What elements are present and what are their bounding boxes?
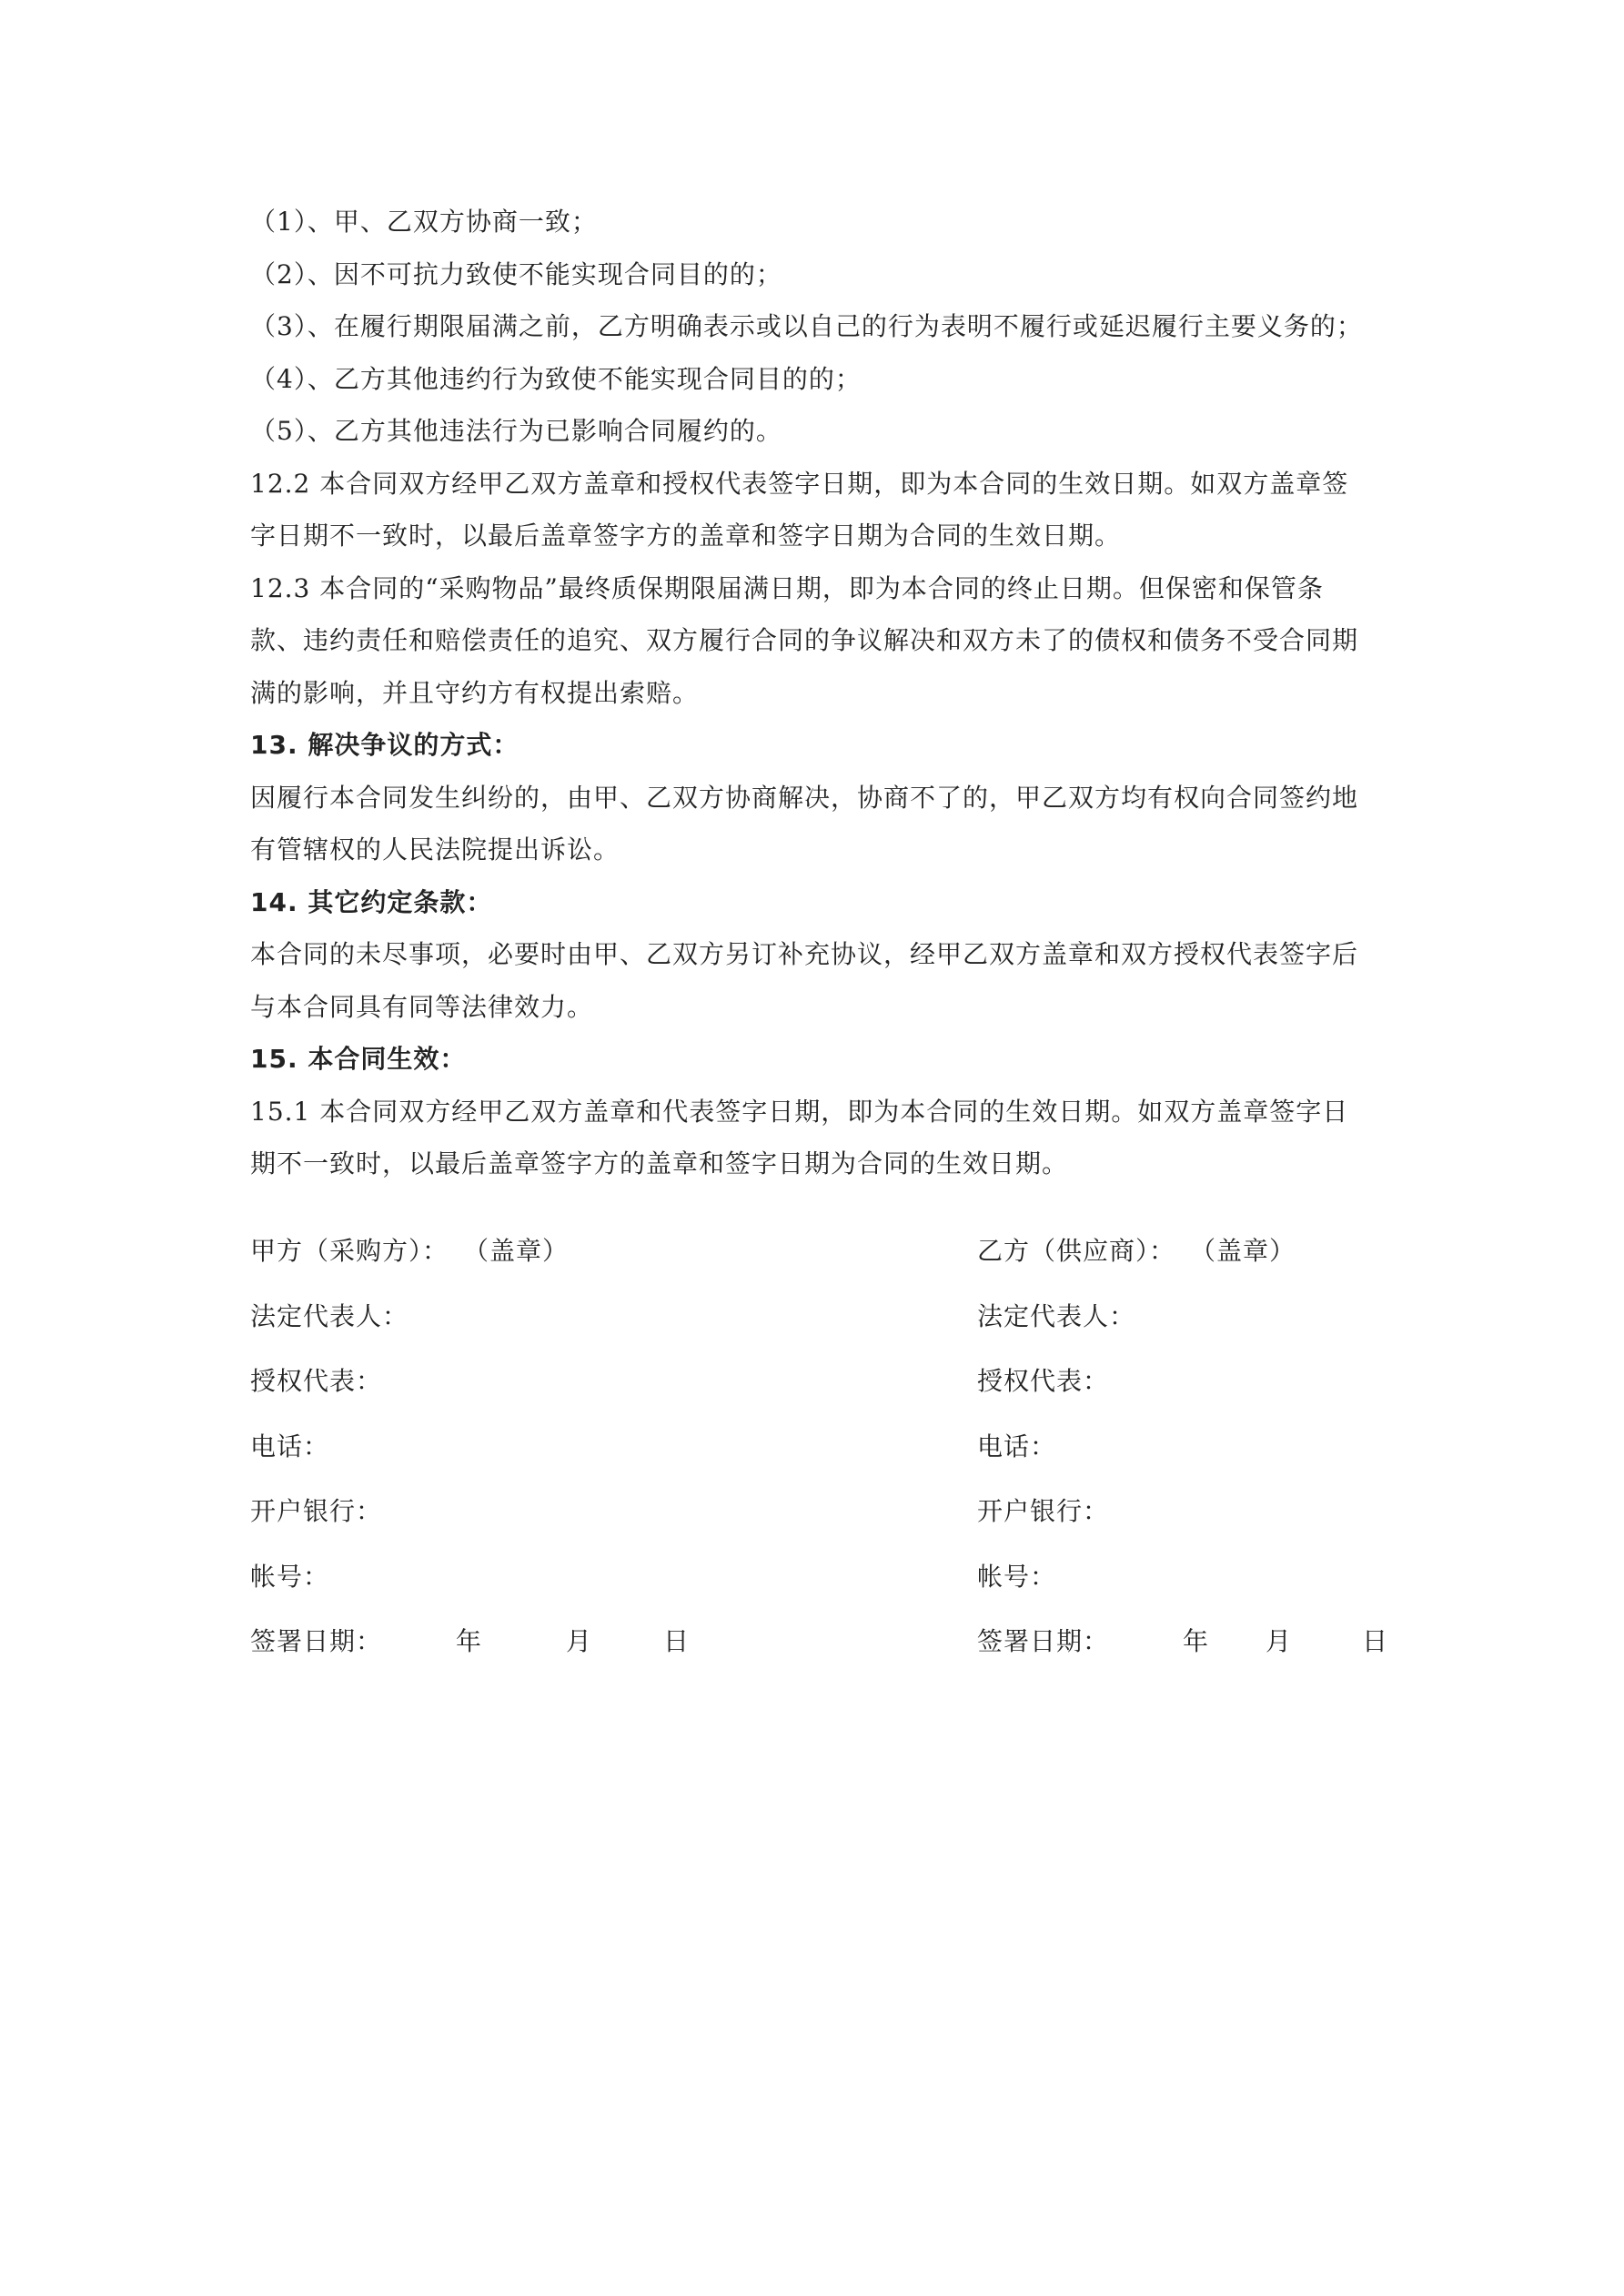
termination-item-2: （2）、因不可抗力致使不能实现合同目的的； [250,258,782,289]
section-13-line-2: 有管辖权的人民法院提出诉讼。 [250,834,620,865]
section-15-heading: 15. 本合同生效： [250,1044,467,1074]
clause-12-2-line-1: 12.2 本合同双方经甲乙双方盖章和授权代表签字日期，即为本合同的生效日期。如双方盖章签 [250,468,1349,499]
party-b-bank: 开户银行： [977,1496,1110,1526]
party-a-phone: 电话： [250,1431,330,1462]
clause-12-3-line-2: 款、违约责任和赔偿责任的追究、双方履行合同的争议解决和双方未了的债权和债务不受合同期 [250,625,1359,655]
signature-row-auth-rep [250,1349,1397,1414]
party-b-day: 日 [1362,1626,1389,1656]
section-15-line-2: 期不一致时，以最后盖章签字方的盖章和签字日期为合同的生效日期。 [250,1148,1069,1178]
signature-row-party [250,1219,1397,1284]
signature-row-account [250,1544,1397,1610]
section-14-heading: 14. 其它约定条款： [250,886,493,917]
signature-row-legal-rep [250,1284,1397,1350]
party-a-account: 帐号： [250,1561,330,1592]
party-a-sign-date: 签署日期： [250,1626,383,1656]
signature-block [250,1219,1397,1674]
party-a-legal-rep: 法定代表人： [250,1300,409,1331]
party-b-cell [977,1219,1296,1284]
party-b-year: 年 [1183,1626,1210,1656]
party-a-seal: （盖章） [476,1236,570,1266]
termination-item-4: （4）、乙方其他违约行为致使不能实现合同目的的； [250,363,862,394]
party-b-month: 月 [1266,1626,1293,1656]
party-b-sign-date: 签署日期： [977,1626,1110,1656]
section-13-heading: 13. 解决争议的方式： [250,730,519,760]
clause-12-3-line-3: 满的影响，并且守约方有权提出索赔。 [250,677,700,708]
party-b-auth-rep: 授权代表： [977,1366,1110,1396]
party-b-legal-rep: 法定代表人： [977,1300,1136,1331]
signature-row-bank [250,1479,1397,1544]
party-b-seal: （盖章） [1203,1236,1296,1266]
termination-item-5: （5）、乙方其他违法行为已影响合同履约的。 [250,416,782,446]
section-14-line-2: 与本合同具有同等法律效力。 [250,991,594,1022]
contract-body [250,196,1397,1190]
party-a-auth-rep: 授权代表： [250,1366,383,1396]
section-13-line-1: 因履行本合同发生纠纷的，由甲、乙双方协商解决，协商不了的，甲乙双方均有权向合同签约地 [250,782,1359,813]
party-b-account: 帐号： [977,1561,1057,1592]
party-a-year: 年 [456,1626,483,1656]
party-a-day: 日 [663,1626,691,1656]
signature-row-phone [250,1414,1397,1480]
termination-item-1: （1）、甲、乙双方协商一致； [250,207,598,237]
party-b-label: 乙方（供应商）： [977,1236,1176,1266]
termination-item-3: （3）、在履行期限届满之前，乙方明确表示或以自己的行为表明不履行或延迟履行主要义务的； [250,311,1363,341]
section-14-line-1: 本合同的未尽事项，必要时由甲、乙双方另订补充协议，经甲乙双方盖章和双方授权代表签字后 [250,939,1359,969]
party-a-month: 月 [566,1626,593,1656]
signature-row-date [250,1609,1397,1674]
clause-12-3-line-1: 12.3 本合同的“采购物品”最终质保期限届满日期，即为本合同的终止日期。但保密和保管条 [250,572,1324,603]
clause-12-2-line-2: 字日期不一致时，以最后盖章签字方的盖章和签字日期为合同的生效日期。 [250,521,1122,551]
party-a-cell [250,1219,569,1284]
party-a-label: 甲方（采购方）： [250,1236,449,1266]
party-a-bank: 开户银行： [250,1496,383,1526]
section-15-line-1: 15.1 本合同双方经甲乙双方盖章和代表签字日期，即为本合同的生效日期。如双方盖章签字日 [250,1096,1349,1127]
party-b-phone: 电话： [977,1431,1057,1462]
